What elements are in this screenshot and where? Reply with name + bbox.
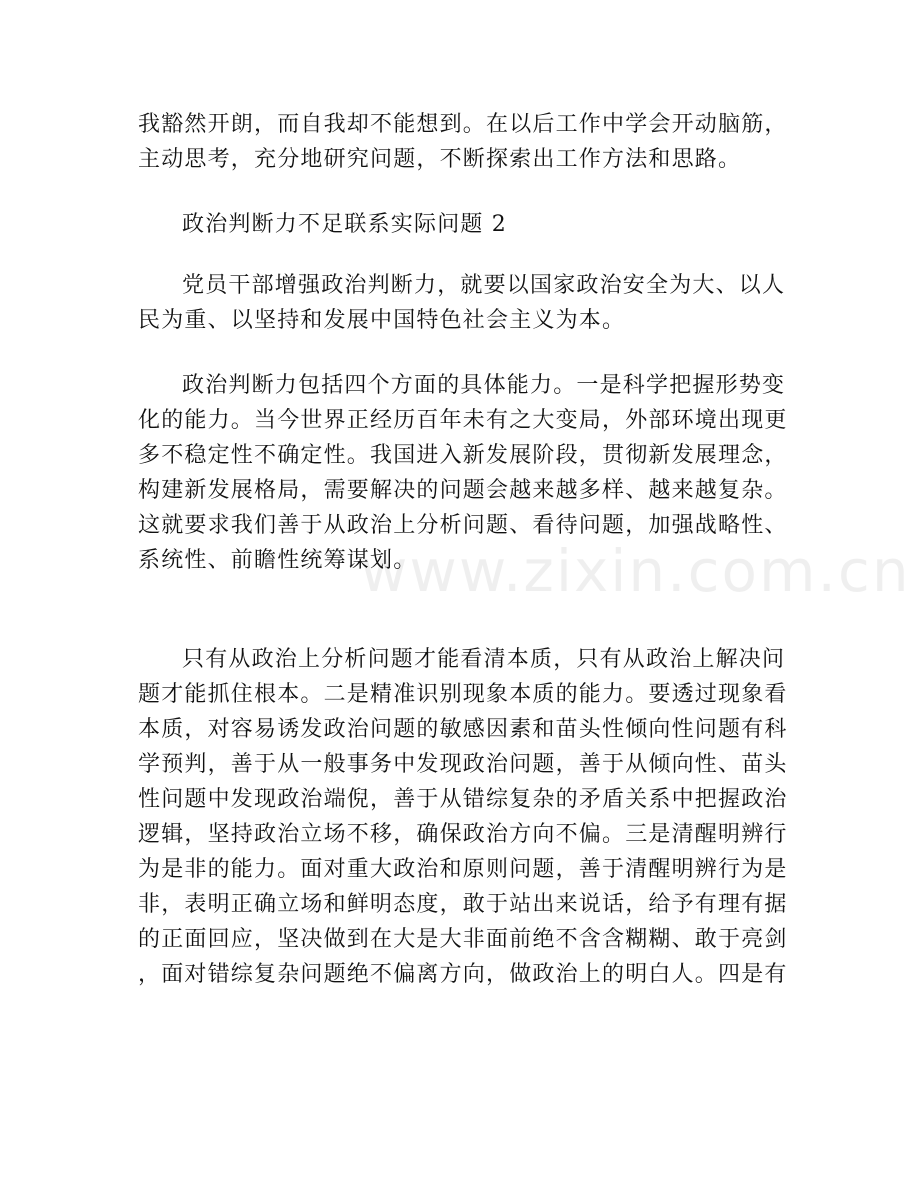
- text-line: 党员干部增强政治判断力，就要以国家政治安全为大、以人: [182, 273, 786, 298]
- text-line: 化的能力。当今世界正经历百年未有之大变局，外部环境出现更: [138, 408, 788, 433]
- text-line: 这就要求我们善于从政治上分析问题、看待问题，加强战略性、: [138, 513, 788, 538]
- text-line: 为是非的能力。面对重大政治和原则问题，善于清醒明辨行为是: [138, 857, 788, 882]
- text-line: 政治判断力包括四个方面的具体能力。一是科学把握形势变: [182, 373, 786, 398]
- text-line: 主动思考，充分地研究问题，不断探索出工作方法和思路。: [138, 147, 742, 172]
- text-line: 构建新发展格局，需要解决的问题会越来越多样、越来越复杂。: [138, 478, 788, 503]
- text-line: 学预判，善于从一般事务中发现政治问题，善于从倾向性、苗头: [138, 752, 788, 777]
- text-line: 非，表明正确立场和鲜明态度，敢于站出来说话，给予有理有据: [138, 892, 788, 917]
- text-line: ，面对错综复杂问题绝不偏离方向，做政治上的明白人。四是有: [138, 962, 788, 987]
- text-line: 只有从政治上分析问题才能看清本质，只有从政治上解决问: [182, 647, 786, 672]
- text-line: 性问题中发现政治端倪，善于从错综复杂的矛盾关系中把握政治: [138, 787, 788, 812]
- text-line: 系统性、前瞻性统筹谋划。: [138, 548, 417, 573]
- text-line: 的正面回应，坚决做到在大是大非面前绝不含含糊糊、敢于亮剑: [138, 927, 788, 952]
- text-line: 题才能抓住根本。二是精准识别现象本质的能力。要透过现象看: [138, 682, 788, 707]
- heading-line: 政治判断力不足联系实际问题 2: [182, 212, 507, 237]
- text-line: 本质，对容易诱发政治问题的敏感因素和苗头性倾向性问题有科: [138, 717, 788, 742]
- section-heading: [138, 207, 788, 242]
- text-line: 逻辑，坚持政治立场不移，确保政治方向不偏。三是清醒明辨行: [138, 822, 788, 847]
- text-line: 多不稳定性不确定性。我国进入新发展阶段，贯彻新发展理念，: [138, 443, 788, 468]
- paragraph: [138, 642, 788, 992]
- watermark: www.zixin.com.cn: [360, 537, 911, 605]
- paragraph: [138, 368, 788, 578]
- paragraph: [138, 268, 788, 338]
- paragraph-continuation: [138, 107, 788, 177]
- text-line: 我豁然开朗，而自我却不能想到。在以后工作中学会开动脑筋，: [138, 112, 788, 137]
- text-line: 民为重、以坚持和发展中国特色社会主义为本。: [138, 308, 626, 333]
